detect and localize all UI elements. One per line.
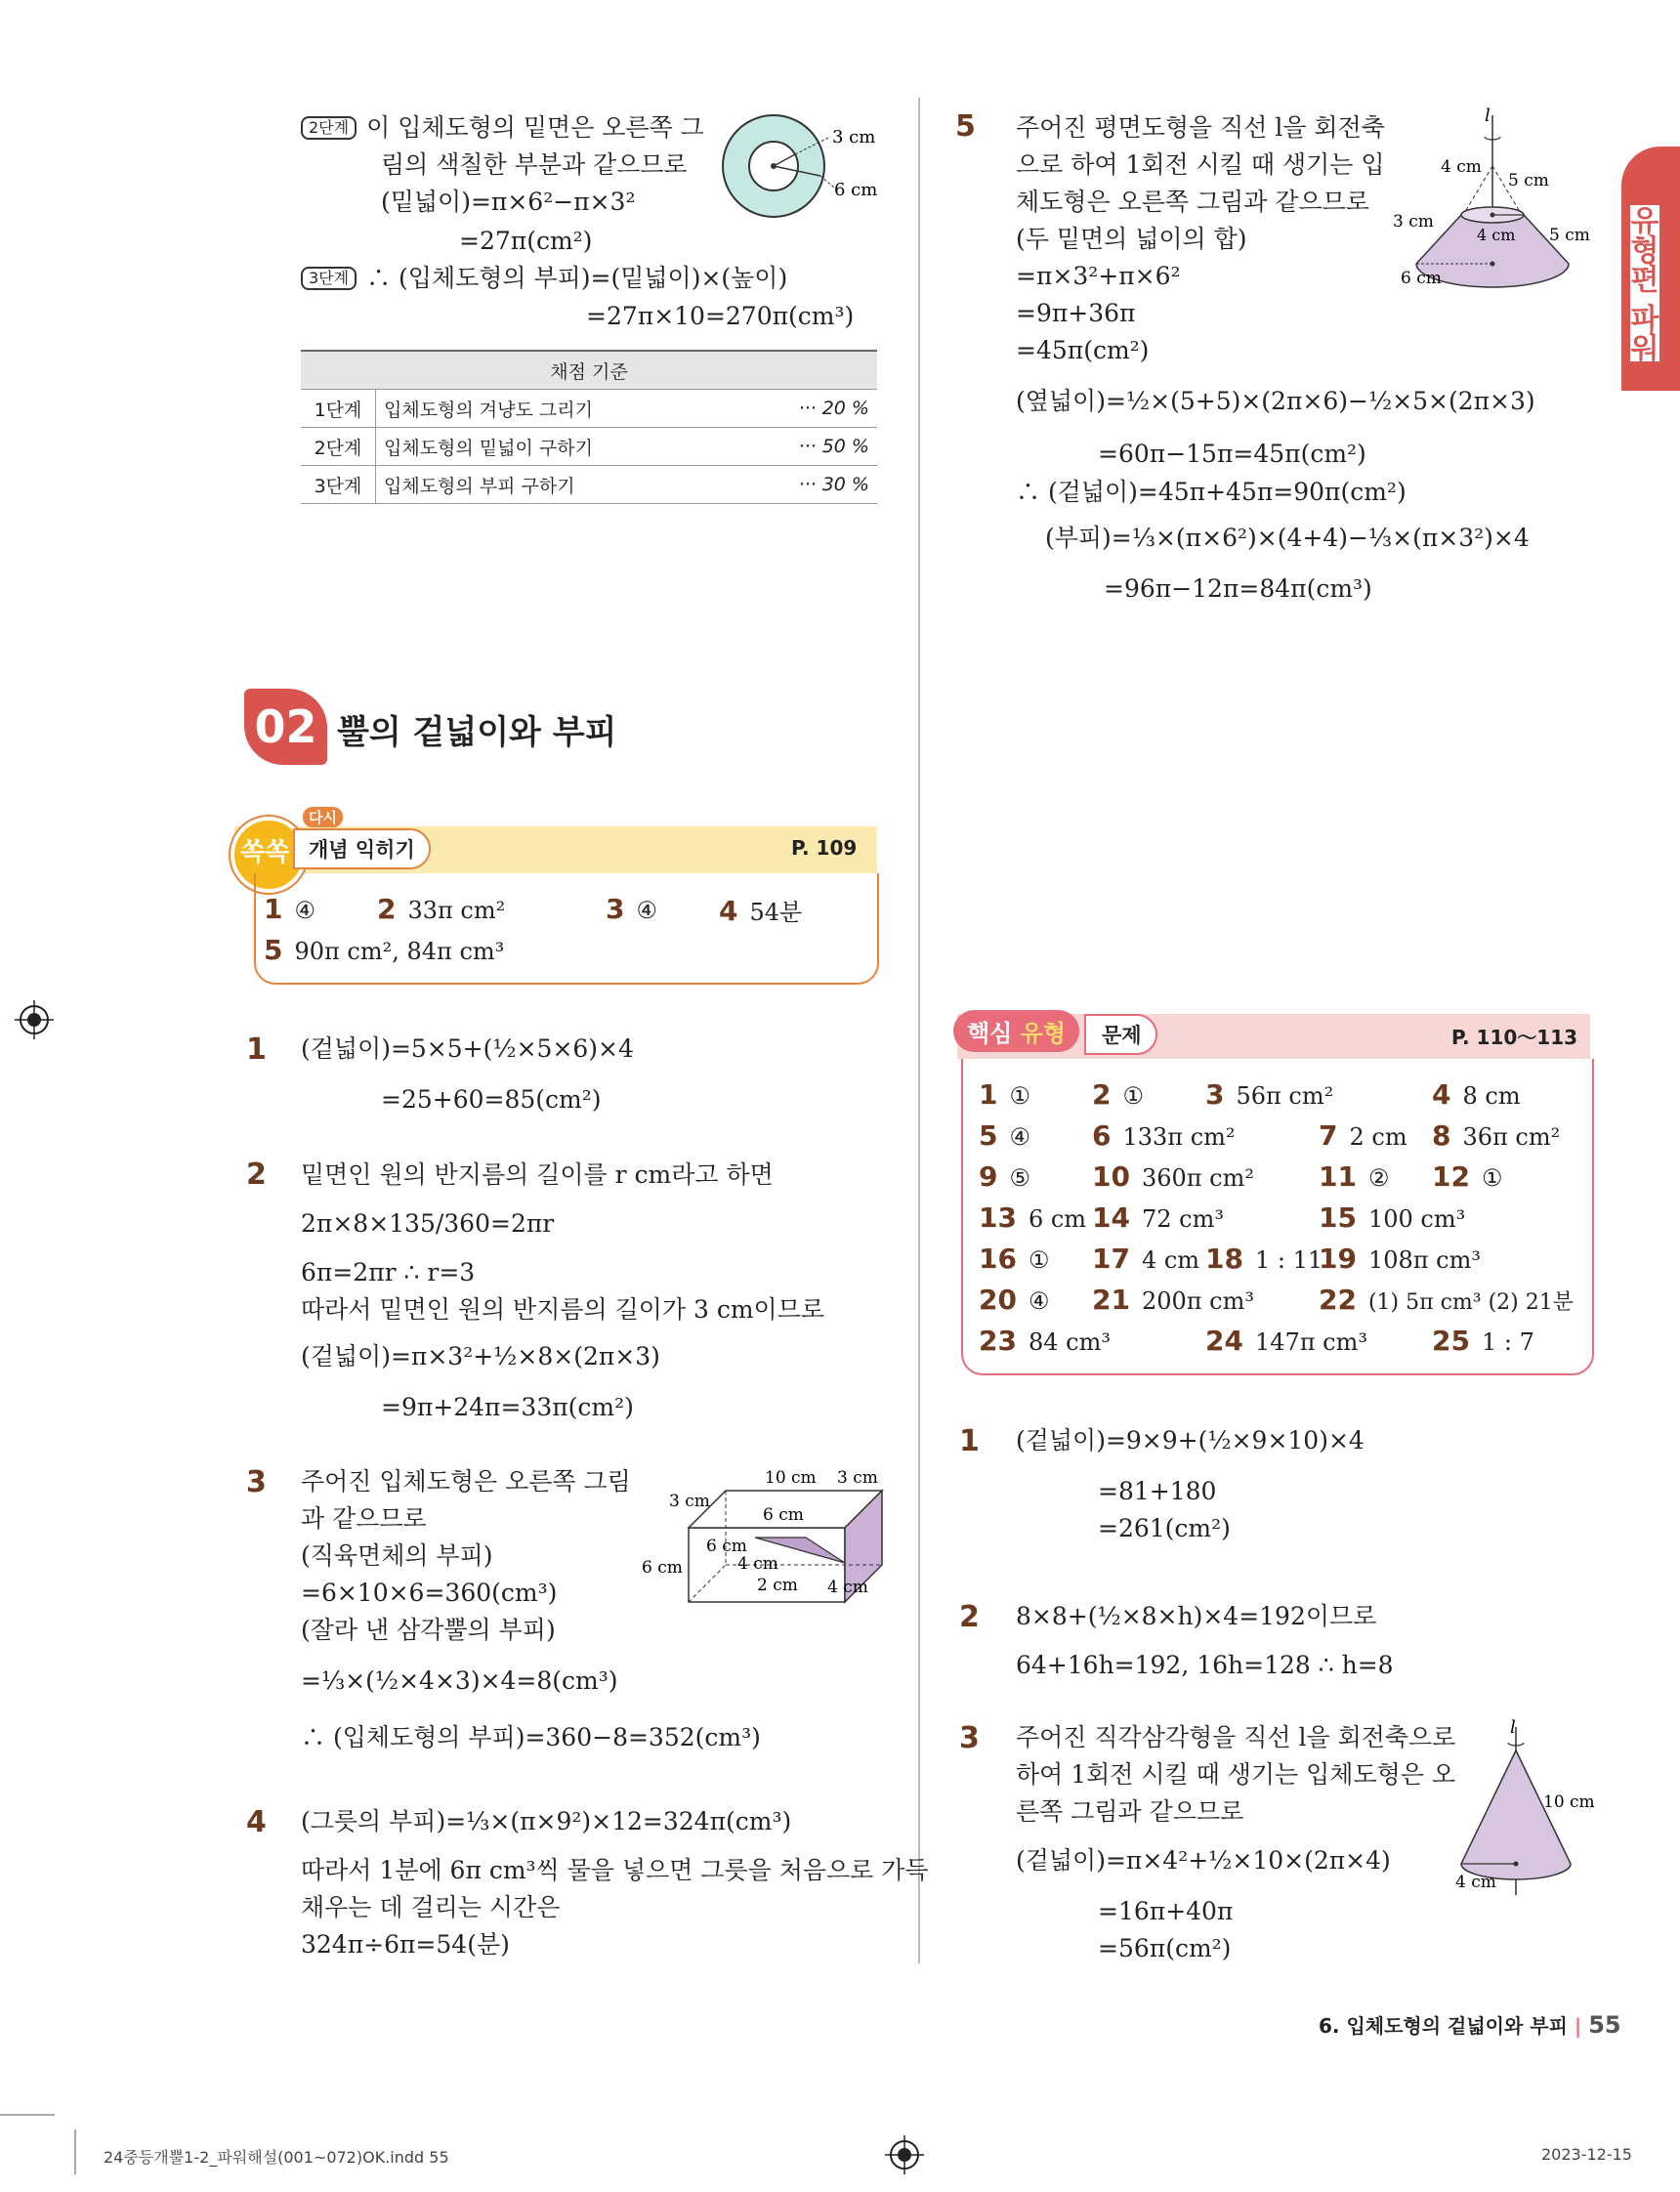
answer-item: 15 100 cm³: [1319, 1201, 1466, 1234]
registration-mark-icon: [885, 2135, 924, 2174]
question-number: 3: [959, 1721, 980, 1755]
concept-badge-main: 쏙쏙: [240, 838, 290, 867]
ring-label-6cm: 6 cm: [834, 180, 878, 200]
svg-text:6 cm: 6 cm: [763, 1505, 804, 1525]
svg-text:10 cm: 10 cm: [765, 1468, 817, 1488]
concept-answer-box: [254, 873, 879, 985]
q4-line: (그릇의 부피)=⅓×(π×9²)×12=324π(cm³): [301, 1807, 792, 1835]
q3-line: 과 같으므로: [301, 1504, 427, 1533]
q1-line: =25+60=85(cm²): [381, 1085, 602, 1114]
registration-mark-icon: [15, 1000, 54, 1039]
concept-badge-top: 다시: [303, 807, 343, 827]
ring-figure: [713, 107, 889, 225]
answer-item: 23 84 cm³: [979, 1325, 1111, 1357]
scoring-criteria-table: [301, 350, 877, 504]
answer-item: 11 ②: [1319, 1160, 1390, 1193]
q5-line: (부피)=⅓×(π×6²)×(4+4)−⅓×(π×3²)×4: [1045, 524, 1530, 552]
c3-line: 른쪽 그림과 같으므로: [1016, 1797, 1244, 1826]
svg-text:4 cm: 4 cm: [737, 1554, 778, 1574]
question-number: 5: [955, 109, 976, 144]
table-row: 2단계 입체도형의 밑넓이 구하기 ··· 50 %: [301, 428, 877, 466]
step2-line1: 2단계 이 입체도형의 밑면은 오른쪽 그: [301, 111, 704, 145]
svg-text:4 cm: 4 cm: [827, 1578, 868, 1597]
answer-item: 10 360π cm²: [1092, 1160, 1254, 1193]
table-row: 1단계 입체도형의 겨냥도 그리기 ··· 20 %: [301, 390, 877, 428]
question-number: 4: [246, 1805, 267, 1839]
answer-item: 5 90π cm², 84π cm³: [264, 934, 505, 966]
concept-label: 개념 익히기: [293, 828, 431, 869]
question-number: 2: [246, 1158, 267, 1192]
criteria-title: 채점 기준: [301, 351, 877, 390]
step3-line1: 3단계 ∴ (입체도형의 부피)=(밑넓이)×(높이): [301, 262, 787, 295]
answer-item: 8 36π cm²: [1432, 1119, 1561, 1152]
q3-line: =6×10×6=360(cm³): [301, 1579, 558, 1607]
q5-line: 주어진 평면도형을 직선 l을 회전축: [1016, 113, 1385, 142]
c3-line: 주어진 직각삼각형을 직선 l을 회전축으로: [1016, 1723, 1456, 1751]
q5-line: =π×3²+π×6²: [1016, 262, 1181, 290]
answer-item: 1 ④: [264, 893, 315, 925]
svg-text:4 cm: 4 cm: [1455, 1873, 1496, 1892]
c3-line: =16π+40π: [1098, 1897, 1234, 1925]
q2-line: =9π+24π=33π(cm²): [381, 1393, 634, 1421]
q3-line: =⅓×(½×4×3)×4=8(cm³): [301, 1666, 618, 1695]
svg-text:6 cm: 6 cm: [1401, 269, 1442, 288]
q2-line: 따라서 밑면인 원의 반지름의 길이가 3 cm이므로: [301, 1295, 824, 1324]
answer-item: 13 6 cm: [979, 1201, 1087, 1234]
q5-line: =9π+36π: [1016, 299, 1136, 327]
answer-item: 5 ④: [979, 1119, 1030, 1152]
print-date: 2023-12-15: [1541, 2145, 1632, 2164]
answer-item: 21 200π cm³: [1092, 1284, 1254, 1316]
c1-line: =81+180: [1098, 1477, 1217, 1505]
answer-item: 7 2 cm: [1319, 1119, 1407, 1152]
answer-item: 9 ⑤: [979, 1160, 1030, 1193]
q1-line: (겉넓이)=5×5+(½×5×6)×4: [301, 1034, 634, 1063]
answer-item: 14 72 cm³: [1092, 1201, 1224, 1234]
q2-line: 밑면인 원의 반지름의 길이를 r cm라고 하면: [301, 1160, 774, 1189]
cut-cuboid-figure: [640, 1455, 884, 1612]
svg-text:10 cm: 10 cm: [1543, 1792, 1595, 1812]
ring-label-3cm: 3 cm: [832, 127, 876, 148]
page-number: 55: [1588, 2011, 1621, 2039]
answer-item: 4 54분: [719, 895, 803, 927]
q2-line: 2π×8×135/360=2πr: [301, 1209, 555, 1238]
crop-line: [0, 2114, 55, 2116]
step2-badge: 2단계: [301, 116, 357, 140]
step2-line2: 림의 색칠한 부분과 같으므로: [381, 150, 688, 179]
q5-line: (두 밑면의 넓이의 합): [1016, 225, 1247, 253]
svg-text:6 cm: 6 cm: [706, 1537, 747, 1556]
svg-text:l: l: [1485, 105, 1491, 126]
core-label: 핵심 유형: [953, 1010, 1079, 1052]
c1-line: (겉넓이)=9×9+(½×9×10)×4: [1016, 1426, 1365, 1454]
concept-page-ref: P. 109: [791, 836, 858, 860]
answer-item: 25 1 : 7: [1432, 1325, 1534, 1357]
q3-line: ∴ (입체도형의 부피)=360−8=352(cm³): [301, 1723, 761, 1751]
q3-line: (직육면체의 부피): [301, 1541, 493, 1570]
q4-line: 채우는 데 걸리는 시간은: [301, 1893, 561, 1921]
question-number: 3: [246, 1465, 267, 1499]
answer-item: 22 (1) 5π cm³ (2) 21분: [1319, 1284, 1574, 1316]
q4-line: 324π÷6π=54(분): [301, 1930, 510, 1959]
print-file-info: 24중등개뿔1-2_파워해설(001~072)OK.indd 55: [104, 2148, 449, 2167]
step2-line3: (밑넓이)=π×6²−π×3²: [381, 188, 636, 216]
q5-line: 으로 하여 1회전 시킬 때 생기는 입: [1016, 150, 1385, 179]
answer-item: 12 ①: [1432, 1160, 1503, 1193]
table-row: 3단계 입체도형의 부피 구하기 ··· 30 %: [301, 466, 877, 504]
answer-item: 17 4 cm: [1092, 1243, 1200, 1275]
section-title: 뿔의 겉넓이와 부피: [337, 713, 617, 752]
svg-text:l: l: [1510, 1717, 1516, 1738]
svg-text:3 cm: 3 cm: [837, 1468, 878, 1488]
chapter-footer: 6. 입체도형의 겉넓이와 부피 | 55: [1319, 2011, 1621, 2039]
svg-text:4 cm: 4 cm: [1477, 226, 1516, 244]
q3-line: 주어진 입체도형은 오른쪽 그림: [301, 1467, 631, 1496]
answer-item: 2 33π cm²: [377, 893, 506, 925]
question-number: 1: [246, 1033, 267, 1067]
answer-item: 19 108π cm³: [1319, 1243, 1481, 1275]
svg-text:5 cm: 5 cm: [1549, 226, 1590, 245]
step3-badge: 3단계: [301, 267, 357, 290]
q3-line: (잘라 낸 삼각뿔의 부피): [301, 1616, 556, 1644]
section-number: 02: [244, 689, 327, 765]
answer-item: 18 1 : 11: [1205, 1243, 1323, 1275]
svg-text:2 cm: 2 cm: [757, 1576, 798, 1595]
q4-line: 따라서 1분에 6π cm³씩 물을 넣으면 그릇을 처음으로 가득: [301, 1856, 929, 1884]
answer-item: 1 ①: [979, 1078, 1030, 1111]
answer-item: 3 ④: [606, 893, 657, 925]
answer-item: 6 133π cm²: [1092, 1119, 1236, 1152]
step2-line4: =27π(cm²): [459, 227, 593, 255]
svg-text:4 cm: 4 cm: [1441, 157, 1482, 177]
step3-line2: =27π×10=270π(cm³): [586, 302, 855, 330]
answer-item: 3 56π cm²: [1205, 1078, 1334, 1111]
q5-line: =60π−15π=45π(cm²): [1098, 440, 1366, 468]
answer-item: 2 ①: [1092, 1078, 1144, 1111]
frustum-figure: [1387, 107, 1602, 303]
svg-text:6 cm: 6 cm: [642, 1558, 683, 1578]
c3-line: 하여 1회전 시킬 때 생기는 입체도형은 오: [1016, 1760, 1455, 1789]
core-page-ref: P. 110～113: [1451, 1026, 1578, 1049]
q5-line: =96π−12π=84π(cm³): [1104, 574, 1372, 603]
svg-text:3 cm: 3 cm: [1393, 212, 1434, 232]
q5-line: =45π(cm²): [1016, 336, 1150, 364]
answer-item: 20 ④: [979, 1284, 1050, 1316]
q2-line: 6π=2πr ∴ r=3: [301, 1258, 476, 1286]
side-tab-label: 유형편 파워: [1624, 205, 1659, 362]
column-divider: [918, 98, 920, 1963]
q5-line: (옆넓이)=½×(5+5)×(2π×6)−½×5×(2π×3): [1016, 387, 1535, 415]
c2-line: 8×8+(½×8×h)×4=192이므로: [1016, 1602, 1377, 1630]
c3-line: (겉넓이)=π×4²+½×10×(2π×4): [1016, 1846, 1391, 1875]
cone-figure: [1446, 1719, 1621, 1905]
answer-item: 24 147π cm³: [1205, 1325, 1367, 1357]
question-number: 1: [959, 1424, 980, 1458]
q2-line: (겉넓이)=π×3²+½×8×(2π×3): [301, 1342, 660, 1370]
core-label-suffix: 문제: [1084, 1014, 1157, 1055]
svg-text:5 cm: 5 cm: [1508, 171, 1549, 190]
answer-item: 4 8 cm: [1432, 1078, 1521, 1111]
svg-text:3 cm: 3 cm: [669, 1492, 710, 1511]
c1-line: =261(cm²): [1098, 1514, 1231, 1542]
c3-line: =56π(cm²): [1098, 1934, 1232, 1962]
q5-line: ∴ (겉넓이)=45π+45π=90π(cm²): [1016, 478, 1407, 506]
q5-line: 체도형은 오른쪽 그림과 같으므로: [1016, 188, 1369, 216]
crop-line: [74, 2129, 76, 2174]
answer-item: 16 ①: [979, 1243, 1050, 1275]
question-number: 2: [959, 1600, 980, 1634]
c2-line: 64+16h=192, 16h=128 ∴ h=8: [1016, 1651, 1394, 1679]
